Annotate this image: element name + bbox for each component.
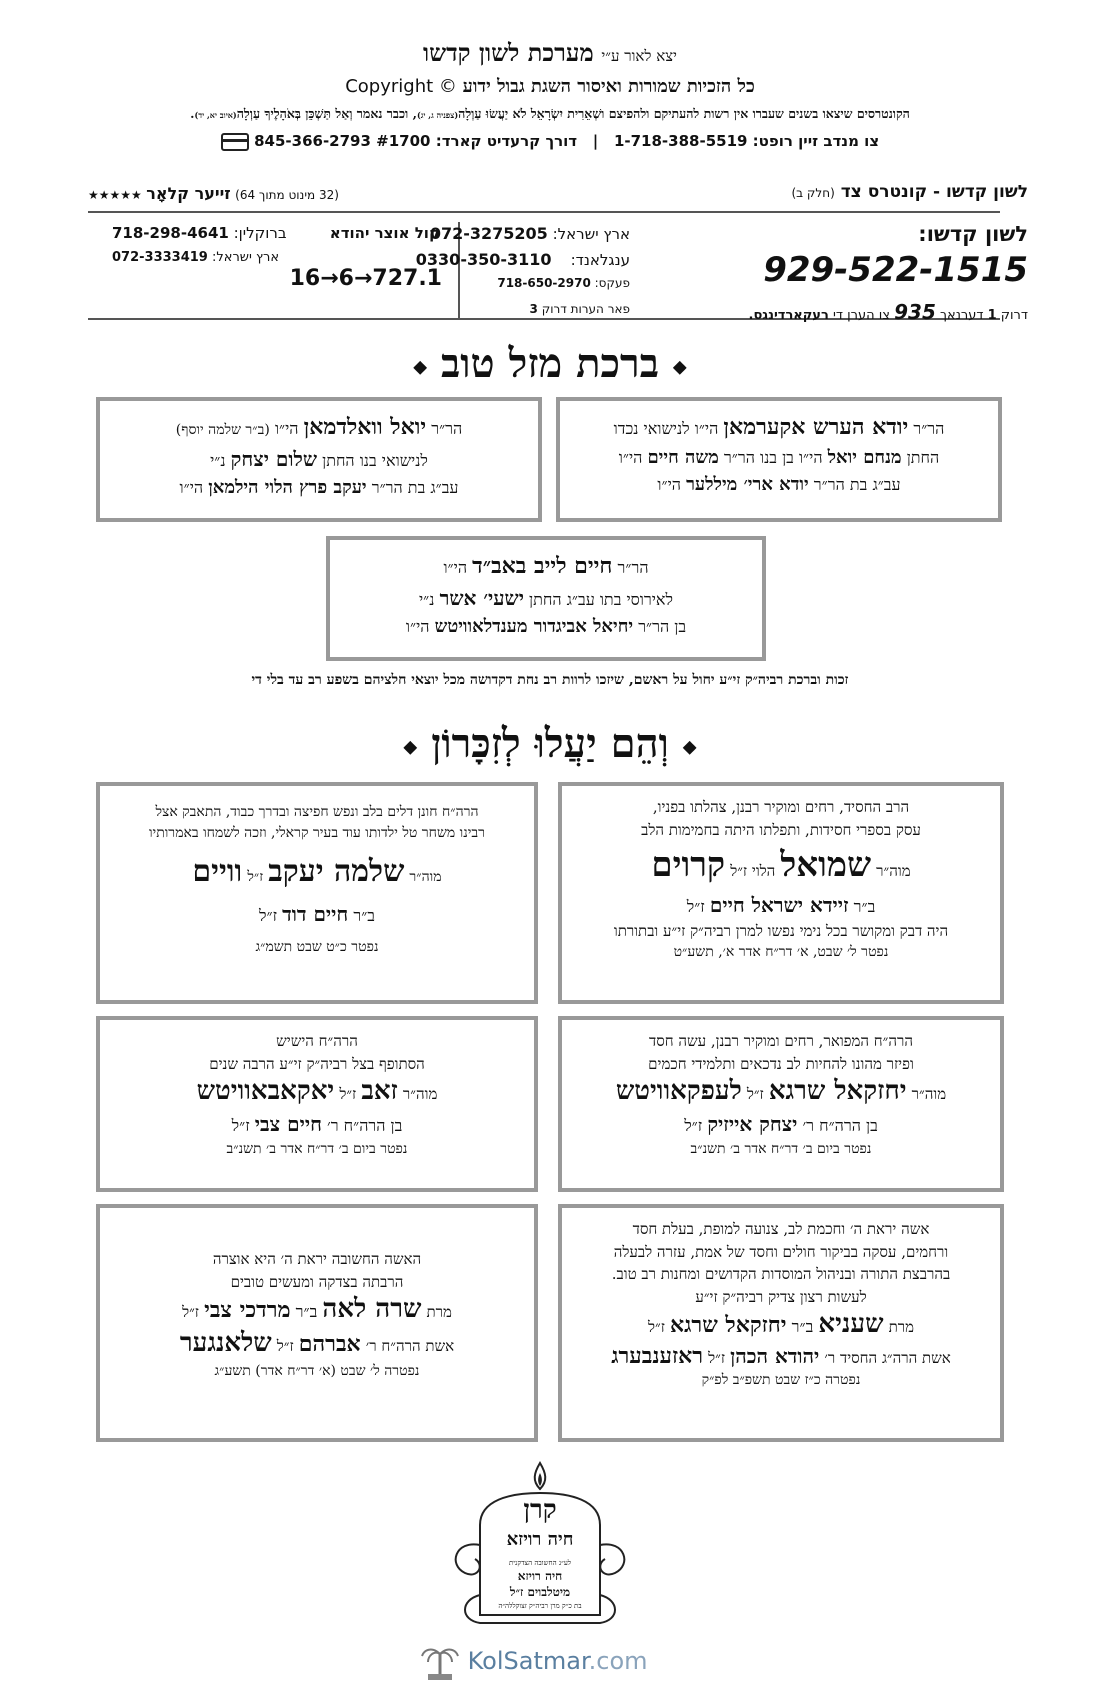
brooklyn-row <box>112 224 287 242</box>
groom-name: מנחם יואל <box>827 447 902 468</box>
mazel-tov-box-3 <box>326 536 766 661</box>
notes-row <box>530 302 631 316</box>
father-name: יצחק אייזיק <box>707 1111 798 1136</box>
kol-code: 16→6→727.1 <box>289 266 442 291</box>
title-text: מוה״ר <box>911 1085 947 1103</box>
rights-text: כל הזכיות שמורות ואיסור השגת גבול ידוע <box>462 76 755 97</box>
text: ב״ר <box>853 896 876 916</box>
memorial-box-2 <box>96 782 538 1004</box>
bride-father-name: יעקב פרץ הלוי הילמאן <box>208 477 367 498</box>
mazel-tov-box-2 <box>96 397 542 522</box>
intro-text: ופיזר מהונו להחיות לב נדכאים ותלמידי חכמים <box>648 1054 914 1073</box>
text: ב״ר <box>295 1302 318 1321</box>
text: הר״ר <box>431 419 463 438</box>
press-number-1: 1 <box>987 308 997 323</box>
brooklyn-label: ברוקלין: <box>233 224 287 242</box>
intro-text: בהרבצת התורה ובניהול המוסדות הקדושים ומחנות רב טוב. <box>611 1265 951 1283</box>
order-line: צו מנדב זיין רופט: 1-718-388-5519 | דורך קרעדיט קארד: 845-366-2793 #1700 <box>0 132 1100 151</box>
kol-title: קול אוצר יהודא <box>329 224 440 242</box>
duration-text: (32 מינוט מתוך 64) <box>235 188 339 202</box>
text: הי״ו <box>618 448 643 467</box>
press-text-4: רעקארדינגס. <box>748 308 829 323</box>
memorial-box-5 <box>558 1204 1004 1442</box>
mazel-tov-title: ◆ ברכת מזל טוב ◆ <box>413 340 687 387</box>
israel2-phone[interactable]: 072-3333419 <box>112 250 208 265</box>
text: ב״ר <box>791 1317 814 1336</box>
notes-label: פאר הערות דרוק <box>541 302 630 316</box>
press-number-2: 935 <box>894 300 936 324</box>
text: ז״ל <box>276 1336 294 1355</box>
fax-label: פעקס: <box>594 276 630 290</box>
text: בן הר״ר <box>638 617 687 636</box>
blessing-line: זכות וברכת רביה״ק זי״ע יחול על ראשם, שיזכו לרוות רב נחת דקדושה מכל יוצאי חלציהם בשפע רב עד בלי די <box>251 672 849 688</box>
intro-text: לעשות רצון צדיק רביה״ק זי״ע <box>695 1287 867 1306</box>
logo-sub4: בת כ״ק מרן רביה״ק זצוקללה״ה <box>498 1602 582 1610</box>
text: הי״ו בן בנו הר״ר <box>723 448 823 467</box>
last-name: לעפקאוויטש <box>615 1076 742 1106</box>
death-date: נפטר כ״ט שבט תשמ״ג <box>255 939 379 955</box>
mazel-tov-title-text: ברכת מזל טוב <box>441 340 659 387</box>
first-name: יחזקאל שרגא <box>768 1076 907 1106</box>
memorial-box-3 <box>558 1016 1004 1192</box>
bride-father-name: יודא ארי׳ מיללער <box>686 474 809 495</box>
death-date: נפטרה כ״ז שבט תשפ״ב לפ״ק <box>701 1372 861 1389</box>
text: אשת הרה״ח ר׳ <box>365 1336 455 1355</box>
death-date: נפטר ביום ב׳ דר״ח אדר ב׳ תשנ״ב <box>690 1140 872 1157</box>
notice-ref-2: (איוב יא, יד) <box>194 110 237 120</box>
fax-row <box>497 276 630 290</box>
logo-top: קרן <box>523 1495 557 1525</box>
intro-text: הרה״ח הישיש <box>276 1032 358 1050</box>
text: ז״ל <box>247 869 264 885</box>
last-name: יאקאבאוויטש <box>196 1076 335 1106</box>
notes-number: 3 <box>529 302 538 316</box>
first-name: שלמה יעקב <box>268 854 405 889</box>
site-tld: .com <box>588 1647 648 1675</box>
memorial-box-1 <box>558 782 1004 1004</box>
text: הר״ר <box>617 558 649 577</box>
text: הי״ו לנישואי נכדו <box>613 419 719 438</box>
first-name: שעניא <box>818 1309 884 1339</box>
text: הי״ו <box>179 478 204 497</box>
reader-info <box>88 184 339 203</box>
text: הלוי ז״ל <box>730 862 776 880</box>
father-name: חיים צבי <box>254 1111 322 1136</box>
logo-sub2: חיה רויזא <box>517 1569 563 1583</box>
logo-sub3: מיטלבוים ז״ל <box>509 1585 571 1599</box>
memorial-box-6 <box>96 1204 538 1442</box>
text: ז״ל <box>746 1085 764 1103</box>
england-phone[interactable]: 0330-350-3110 <box>415 250 552 269</box>
memorial-title-text: וְהֵם יַעֲלוּ לְזִכָּרוֹן <box>431 720 669 767</box>
title-text: מוה״ר <box>876 862 911 880</box>
description: היה דבק ומקושר בכל נימי נפשו למרן רביה״ק זי״ע ובתורתו <box>613 921 949 940</box>
text: הי״ו <box>657 475 681 494</box>
publisher-line <box>0 38 1100 68</box>
text: ז״ל <box>684 1115 703 1135</box>
husband-last-name: ראזענבערג <box>611 1342 704 1369</box>
father-name: זיידא ישראל חיים <box>709 892 849 917</box>
intro-text: הסתופף בצל רביה״ק זי״ע הרבה שנים <box>209 1054 425 1073</box>
credit-card-icon <box>221 133 249 151</box>
text: ז״ל <box>182 1303 199 1321</box>
text: ז״ל <box>231 1115 250 1135</box>
site-watermark <box>420 1642 648 1682</box>
first-name: שמואל <box>780 845 872 885</box>
text: נ״י <box>210 451 226 470</box>
text: עב״ג בת הר״ר <box>371 478 459 497</box>
intro-text: הרב החסיד, רחים ומוקיר רבנן, צהלתו בפניו, <box>652 798 910 816</box>
first-name: זאב <box>361 1076 398 1106</box>
text: לאירוסי בתו עב״ג החתן <box>529 590 674 609</box>
press-text-2: דערנאך <box>940 308 984 323</box>
intro-text: האשה החשובה יראת ה׳ היא אוצרה <box>212 1250 422 1268</box>
groom-name: ישעי׳ אשר <box>439 586 524 610</box>
memorial-box-4 <box>96 1016 538 1192</box>
text: לנישואי בנו החתן <box>322 451 428 470</box>
text: בן הרה״ח ר׳ <box>327 1115 403 1135</box>
death-date: נפטרה ל׳ שבט (א׳ דר״ח אדר) תשע״ג <box>214 1362 420 1379</box>
series-title <box>791 182 1028 202</box>
logo-sub1: לע״נ החשובה הצדקנית <box>508 1559 572 1567</box>
last-name: קרוים <box>651 845 726 885</box>
text: בן הרה״ח ר׳ <box>802 1115 878 1135</box>
text: ז״ל <box>708 1348 726 1367</box>
copyright-text: Copyright © <box>345 76 457 97</box>
first-name: שרה לאה <box>322 1294 422 1324</box>
intro-text: רבינו משחר טל ילדותו עוד בעיר קראלי, וזכה לשמחו באמרותיו <box>148 825 486 841</box>
title-text: מרת <box>888 1318 914 1336</box>
order-label: צו מנדב זיין רופט: <box>752 132 880 150</box>
england-phone-row <box>416 250 630 269</box>
text: ז״ל <box>686 896 705 916</box>
main-line-title: לשון קדשו: <box>918 222 1028 246</box>
husband-last-name: שלאנגער <box>179 1327 272 1358</box>
title-text: מרת <box>426 1303 452 1321</box>
credit-label: דורך קרעדיט קארד: <box>435 132 578 150</box>
main-phone[interactable]: 929-522-1515 <box>763 250 1028 290</box>
series-title-bold: צד <box>840 182 862 202</box>
intro-text: הרבתה בצדקה ומעשים טובים <box>230 1272 404 1291</box>
press-text-3: צו הערן די <box>832 308 890 323</box>
order-phone[interactable]: 1-718-388-5519 <box>613 132 748 150</box>
intro-text: ורחמים, עסקה בביקור חולים וחסד של אמת, עזרה לבעלה <box>613 1242 949 1261</box>
publisher-name: מערכת לשון קדשו <box>423 38 594 67</box>
rights-line <box>0 76 1100 97</box>
death-date: נפטר ל׳ שבט, א׳ דר״ח אדר א׳, תשע״ט <box>673 944 889 961</box>
mazel-tov-box-1 <box>556 397 1002 522</box>
memorial-title: ◆ וְהֵם יַעֲלוּ לְזִכָּרוֹן ◆ <box>403 720 697 767</box>
title-text: מוה״ר <box>402 1085 438 1103</box>
israel-phone-row <box>430 224 630 243</box>
reader-name: זייער קלאָר <box>146 184 231 203</box>
press-text: דרוק <box>1000 308 1028 323</box>
honoree-name: יודא הערש אקערמאן <box>723 414 909 440</box>
text: הי״ו <box>443 558 468 577</box>
text: (ב״ר שלמה יוסף) <box>175 422 270 438</box>
honoree-name: חיים לייב באב״ד <box>472 553 613 579</box>
text: אשת הרה״ג החסיד ר׳ <box>824 1348 951 1367</box>
brooklyn-phone[interactable]: 718-298-4641 <box>112 224 229 242</box>
series-part: (חלק ב) <box>791 186 835 200</box>
logo-name: חיה רויזא <box>506 1529 574 1550</box>
father-name: יחזקאל שרגא <box>670 1312 787 1338</box>
father-name: משה חיים <box>647 447 719 468</box>
publisher-prefix: יצא לאור ע״י <box>601 47 677 65</box>
text: החתן <box>906 448 940 467</box>
death-date: נפטר ביום ב׳ דר״ח אדר ב׳ תשנ״ב <box>226 1140 408 1157</box>
credit-phone[interactable]: 845-366-2793 #1700 <box>254 132 431 150</box>
father-name: מרדכי צבי <box>204 1297 291 1323</box>
groom-father-name: יחיאל אביגדור מענדלאוויטש <box>434 616 634 637</box>
israel2-row <box>112 250 279 265</box>
husband-name: יהודא הכהן <box>730 1343 820 1368</box>
intro-text: עסק בספרי חסידות, ותפלתו היתה בחמימות הלב <box>641 820 921 839</box>
intro-text: הרה״ח חונן דלים בלב ונפש חפיצה ובדרך כבוד, התאבק אצל <box>155 804 479 820</box>
text: נ״י <box>418 590 435 609</box>
text: ז״ל <box>648 1318 665 1336</box>
notice-text-2: וכבר נאמר וְאַל תַּשְׁכֵּן בְּאֹהָלֶיךָ עַוְלָה <box>236 106 409 121</box>
text: הי״ו <box>274 419 299 438</box>
fax-phone[interactable]: 718-650-2970 <box>497 276 591 290</box>
press-instructions <box>749 300 1029 324</box>
israel2-label: ארץ ישראל: <box>212 250 280 265</box>
text: עב״ג בת הר״ר <box>813 475 901 494</box>
groom-name: שלום יצחק <box>230 447 318 471</box>
intro-text: הרה״ח המפואר, רחים ומוקיר רבנן, עשה חסד <box>648 1032 914 1050</box>
site-name: KolSatmar <box>467 1647 589 1675</box>
notice-ref: (צפניה ג, יג) <box>416 110 459 120</box>
father-name: חיים דוד <box>282 902 349 926</box>
text: ז״ל <box>259 906 278 925</box>
notice-line: הקונטרסים שיצאו בשנים שעברו אין רשות להעתיקם ולהפיצם ושְׁאֵרִית יִשְׂרָאֵל לֹא יַעֲשׂוּ עַוְלָה(צפניה ג, יג), וכבר נאמר וְאַל תַּשְׁכֵּן בְּאֹהָלֶיךָ עַוְלָה(איוב יא, יד). <box>190 106 910 121</box>
notice-text: הקונטרסים שיצאו בשנים שעברו אין רשות להעתיקם ולהפיצם ושְׁאֵרִית יִשְׂרָאֵל לֹא יַעֲשׂוּ עַוְלָה <box>458 106 910 121</box>
keren-logo <box>440 1455 640 1640</box>
series-title-text: לשון קדשו - קונטרס <box>867 182 1028 202</box>
text: ב״ר <box>353 906 375 925</box>
honoree-name: יואל וואלדמאן <box>303 414 427 440</box>
israel-phone[interactable]: 072-3275205 <box>429 224 548 243</box>
text: הר״ר <box>913 419 945 438</box>
text: ז״ל <box>339 1085 357 1103</box>
israel-label: ארץ ישראל: <box>552 225 630 243</box>
england-label: ענגלאנד: <box>570 251 630 269</box>
intro-text: אשה יראת ה׳ וחכמת לב, צנועה למופת, בעלת חסד <box>632 1220 930 1238</box>
rating-stars: ★★★★★ <box>88 188 142 202</box>
title-text: מוה״ר <box>409 869 442 885</box>
text: הי״ו <box>405 617 430 636</box>
palm-tree-icon <box>420 1642 460 1682</box>
last-name: וויים <box>192 854 243 889</box>
husband-name: אברהם <box>298 1330 361 1357</box>
